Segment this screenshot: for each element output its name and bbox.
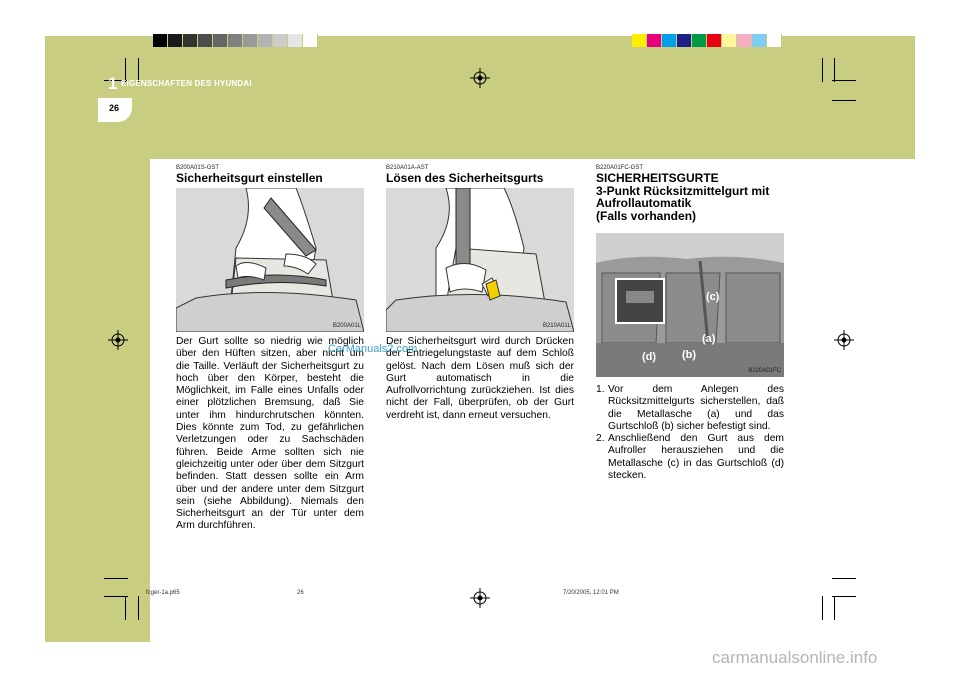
figure-label: (a) — [702, 333, 716, 345]
list-item — [596, 384, 784, 433]
crop-mark — [125, 596, 126, 620]
list-item — [596, 433, 784, 482]
heading-line: SICHERHEITSGURTE — [596, 171, 719, 185]
side-band — [45, 159, 150, 642]
crop-mark — [832, 578, 856, 579]
instruction-list — [596, 384, 784, 482]
footer-page: 26 — [297, 590, 304, 596]
section-heading: Sicherheitsgurt einstellen — [176, 171, 323, 185]
crop-mark — [832, 100, 856, 101]
header-band — [45, 36, 915, 159]
heading-line: (Falls vorhanden) — [596, 208, 697, 223]
list-number: 2. — [596, 433, 605, 445]
registration-mark-icon — [834, 330, 854, 350]
seatbelt-adjust-illustration — [176, 188, 364, 332]
heading-line: Aufrollautomatik — [596, 196, 692, 210]
footer-file: fcger-1a.p65 — [146, 590, 180, 596]
registration-mark-icon — [470, 588, 490, 608]
section-heading: Lösen des Sicherheitsgurts — [386, 171, 544, 185]
crop-mark — [834, 596, 835, 620]
gray-calibration-bar — [153, 34, 318, 47]
figure-label: (c) — [706, 291, 720, 303]
list-text: Anschließend den Gurt aus dem Aufroller herausziehen und die Metallasche (c) in das Gurtschloß (d) stecken. — [608, 433, 784, 482]
section-title: EIGENSCHAFTEN DES HYUNDAI — [121, 79, 252, 88]
section-heading — [596, 172, 796, 222]
figure-rear-center-belt — [596, 233, 784, 377]
section-body: Der Sicherheitsgurt wird durch Drücken der Entriegelungstaste auf dem Schloß gelöst. Nach dem Lösen muß sich der Gurt automatisch in die Aufrollvorrichtung zurückziehen. Ist dies nicht der Fall, überprüfen, ob der Gurt verdreht ist, dann erneut versuchen. — [386, 336, 574, 421]
crop-mark — [822, 58, 823, 82]
crop-mark — [138, 596, 139, 620]
crop-mark — [822, 596, 823, 620]
seatbelt-release-illustration — [386, 188, 574, 332]
figure-code: B220A01FC — [748, 368, 781, 374]
figure-label: (d) — [642, 351, 657, 363]
figure-code: B210A01L — [542, 323, 571, 329]
crop-mark — [832, 596, 856, 597]
section-body: Der Gurt sollte so niedrig wie möglich über den Hüften sitzen, aber nicht um die Taille. Verläuft der Sicherheitsgurt zu hoch über den Körper, besteht die Möglichkeit, im Falle eines Unfalls oder einer plötzlichen Bremsung, daß Sie unter ihm hindurchrutschen könnten. Dies könnte zum Tod, zu gefährlichen Verletzungen oder zu Sachschäden führen. Beide Arme sollten sich nie gleichzeitig unter oder über dem Sitzgurt befinden. Statt dessen sollte ein Arm über und der andere unter dem Sitzgurt sein (siehe Abbildung). Niemals den Sicherheitsgurt an der Tür unter dem Arm durchführen. — [176, 336, 364, 532]
color-calibration-bar — [632, 34, 782, 47]
figure-seatbelt-adjust — [176, 188, 364, 332]
section-code: B210A01A-AST — [386, 165, 429, 171]
figure-code: B200A01L — [332, 323, 361, 329]
crop-mark — [104, 578, 128, 579]
crop-mark — [832, 80, 856, 81]
footer-timestamp: 7/20/2005, 12:01 PM — [563, 590, 619, 596]
page-number: 26 — [109, 103, 120, 113]
site-watermark: carmanualsonline.info — [712, 648, 878, 667]
section-code: B220A01FC-GST — [596, 165, 644, 171]
list-number: 1. — [596, 384, 605, 395]
section-number: 1 — [108, 74, 118, 93]
figure-seatbelt-release — [386, 188, 574, 332]
figure-label: (b) — [682, 349, 697, 361]
heading-line: 3-Punkt Rücksitzmittelgurt mit — [596, 183, 770, 198]
list-text: Vor dem Anlegen des Rücksitzmittelgurts sicherstellen, daß die Metallasche (a) und das Gurtschloß (b) sicher befestigt sind. — [608, 384, 784, 432]
watermark: CarManuals2.com — [328, 343, 418, 355]
registration-mark-icon — [108, 330, 128, 350]
section-code: B200A01S-GST — [176, 165, 220, 171]
registration-mark-icon — [470, 68, 490, 88]
crop-mark — [834, 58, 835, 82]
